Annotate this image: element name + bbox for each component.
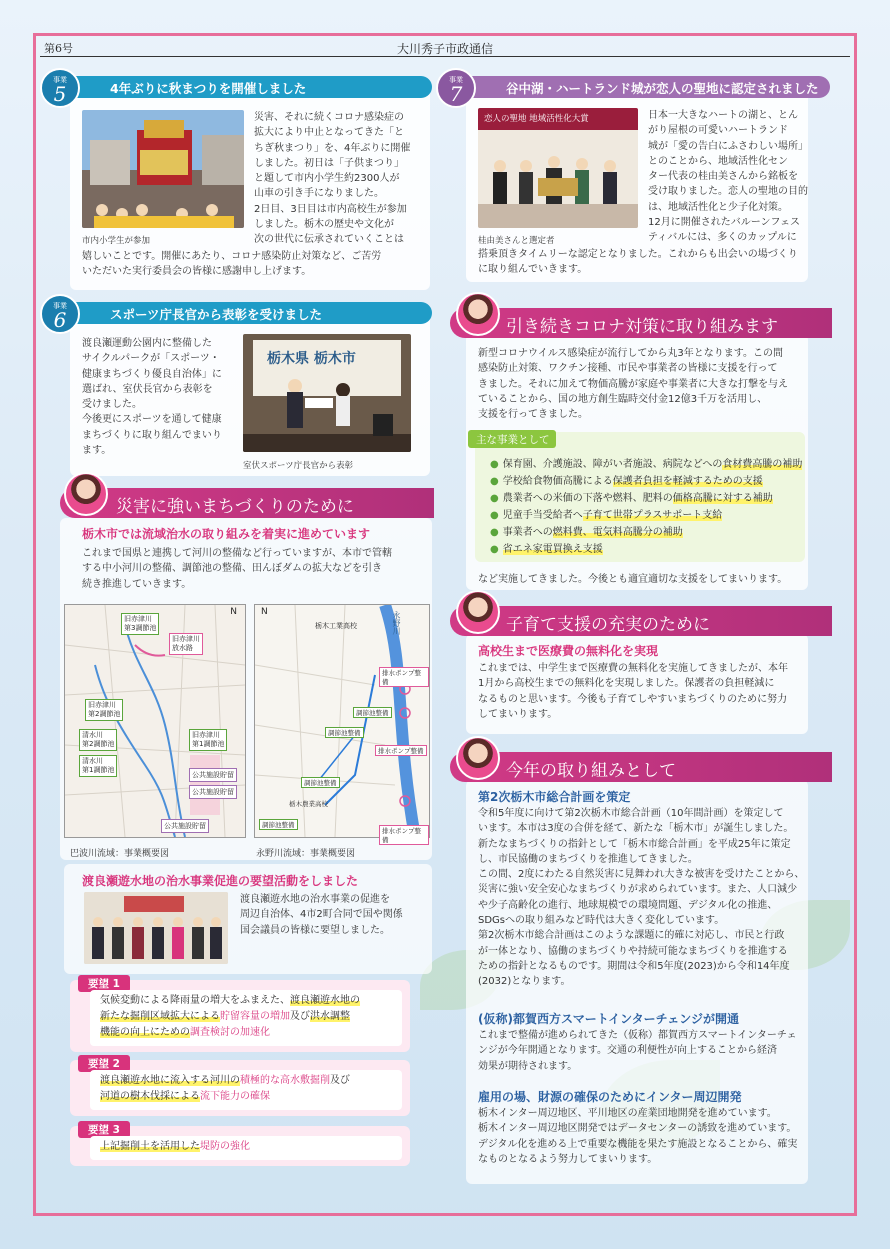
text-line: に取り組んでいきます。 [478, 264, 588, 276]
request-3-tag: 要望 3 [78, 1121, 130, 1138]
map-label: 調節池整備 [353, 707, 392, 718]
text-line: 令和5年度に向けて第2次栃木市総合計画（10年間計画）を策定して [478, 808, 784, 819]
text-line: ための指針となるものです。期間は令和5年度(2023)から令和14年度 [478, 960, 790, 972]
nagano-river-map [254, 604, 430, 844]
corona-bar [450, 308, 832, 338]
request-2-line: 河道の樹木伐採による流下能力の確保 [100, 1091, 270, 1102]
map-label: 清水川 第2調節池 [79, 729, 117, 751]
award-caption: 室伏スポーツ庁長官から表彰 [243, 461, 354, 471]
request-3 [70, 1126, 410, 1166]
mayor-avatar-1 [64, 472, 108, 516]
section-6-body [82, 336, 242, 458]
text-line: 続き推進していきます。 [82, 578, 192, 590]
text-line: 渡良瀬遊水地の治水事業の促進を [240, 894, 390, 905]
text-line: 災害に強い安全安心なまちづくりが求められています。また、人口減少 [478, 884, 798, 896]
nagano-map-graphic [255, 605, 429, 837]
disaster-body [82, 546, 428, 592]
corona-footer: など実施してきました。今後とも適宜適切な支援をしてまいります。 [478, 574, 788, 585]
sanctuary-banner: 恋人の聖地 地域活性化大賞 [484, 114, 589, 124]
section-6-badge [40, 294, 80, 334]
child-subtitle: 高校生まで医療費の無料化を実現 [478, 644, 659, 658]
text-line: 効果が期待されます。 [478, 1060, 578, 1072]
map-label: 公共施設貯留 [189, 785, 237, 799]
request-subtitle: 渡良瀬遊水地の治水事業促進の要望活動をしました [82, 874, 359, 888]
disaster-bar [60, 488, 434, 518]
mayor-avatar-3 [456, 590, 500, 634]
project-item: ● 事業者への燃料費、電気料高騰分の補助 [490, 526, 683, 539]
text-line: とのことから、地域活性化セン [648, 155, 788, 167]
section-5-title [64, 76, 432, 98]
section-7-title-text: 谷中湖・ハートランド城が恋人の聖地に認定されました [506, 81, 819, 96]
smart-ic-subtitle: (仮称)都賀西方スマートインターチェンジが開通 [478, 1012, 739, 1026]
text-line: してまいります。 [478, 708, 558, 720]
text-line: 12月に開催されたバルーンフェス [648, 217, 801, 229]
smart-ic-body [478, 1028, 808, 1074]
text-line: ティバルには、多くのカップルに [648, 232, 797, 244]
text-line: がり屋根の可愛いハートランド [648, 125, 788, 137]
request-1-line: 気候変動による降雨量の増大をふまえた、渡良瀬遊水地の [100, 995, 360, 1006]
text-line: 渡良瀬運動公園内に整備した [82, 338, 212, 349]
text-line: ます。 [82, 445, 112, 457]
north-arrow: N [230, 607, 237, 617]
uzuma-river-map [64, 604, 246, 838]
text-line: 受けました。 [82, 399, 142, 411]
map-label: 栃木農業高校 [289, 800, 328, 808]
project-item: ● 学校給食物価高騰による保護者負担を軽減するための支援 [490, 475, 763, 488]
request-1-line: 新たな掘削区域拡大による貯留容量の増加及び洪水調整 [100, 1011, 350, 1022]
project-item: ● 農業者への米価の下落や燃料、肥料の価格高騰に対する補助 [490, 492, 773, 505]
request-2-tag: 要望 2 [78, 1055, 130, 1072]
request-3-box [90, 1136, 402, 1160]
text-line: これまでは、中学生まで医療費の無料化を実施してきましたが、本年 [478, 663, 788, 674]
text-line: SDGsへの取り組みなど時代は大きく変化しています。 [478, 915, 725, 927]
festival-photo [82, 110, 244, 228]
project-item: ● 省エネ家電買換え支援 [490, 543, 603, 556]
request-1-box [90, 990, 402, 1046]
text-line: 1月から高校生までの無料化を実現しました。保護者の負担軽減に [478, 678, 775, 690]
map-label: 排水ポンプ整備 [379, 825, 429, 845]
request-1 [70, 980, 410, 1052]
request-1-line: 機能の向上にための調査検討の加速化 [100, 1027, 270, 1038]
request-2-box [90, 1070, 402, 1110]
text-line: なるものと思います。今後も子育てしやすいまちづくりのために努力 [478, 693, 788, 705]
text-line: デジタル化を進める上で重要な機能を果たす施設となることから、確実 [478, 1138, 798, 1150]
year-bar [450, 752, 832, 782]
text-line: 支援を行ってきました。 [478, 409, 588, 421]
text-line: 城が「愛の告白にふさわしい場所」 [648, 140, 808, 152]
map-label: 調節池整備 [259, 819, 298, 830]
map-label: 旧赤津川 放水路 [169, 633, 203, 655]
section-5-body-full [82, 249, 428, 280]
map-label: 排水ポンプ整備 [379, 667, 429, 687]
text-line: し、市民協働のまちづくりを推進してきました。 [478, 853, 698, 865]
text-line: サイクルパークが「スポーツ・ [82, 353, 220, 365]
sanctuary-caption: 桂由美さんと選定者 [478, 236, 555, 246]
text-line: 山車の引き手になりました。 [254, 188, 384, 200]
badge-label: 事業 [53, 302, 67, 310]
map-label: 調節池整備 [325, 727, 364, 738]
award-people [243, 334, 411, 452]
map-label: 公共施設貯留 [161, 819, 209, 833]
text-line: これまで国県と連携して河川の整備など行っていますが、本市で管轄 [82, 548, 392, 559]
map-label: 旧赤津川 第2調節池 [85, 699, 123, 721]
development-subtitle: 雇用の場、財源の確保のためにインター周辺開発 [478, 1090, 742, 1104]
child-bar-text: 子育て支援の充実のために [506, 615, 710, 635]
development-body [478, 1106, 808, 1167]
text-line: 日本一大きなハートの湖と、とん [648, 110, 798, 121]
mayor-avatar-4 [456, 736, 500, 780]
corona-bar-text: 引き続きコロナ対策に取り組みます [506, 317, 778, 337]
text-line: する中小河川の整備、調節池の整備、田んぼダムの拡大などを引き [82, 563, 382, 575]
request-body [240, 892, 428, 938]
text-line: しました。初日は「子供まつり」 [254, 157, 404, 169]
festival-caption: 市内小学生が参加 [82, 236, 151, 246]
request-2-line: 渡良瀬遊水地に流入する河川の積極的な高水敷掘削及び [100, 1075, 350, 1086]
year-bar-text: 今年の取り組みとして [506, 761, 676, 781]
request-people [84, 892, 228, 964]
text-line: 拡大により中止となってきた「と [254, 127, 404, 139]
badge-number: 7 [449, 82, 463, 106]
child-body [478, 661, 808, 722]
section-7-body-full [478, 247, 808, 278]
text-line: 次の世代に伝承されていくことは [254, 234, 404, 246]
text-line: 栃木インター周辺地区、平川地区の産業団地開発を進めています。 [478, 1108, 777, 1119]
section-5-badge [40, 68, 80, 108]
text-line: 周辺自治体、4市2町合同で国や関係 [240, 909, 403, 921]
text-line: ンジが今年開通となります。交通の利便性が向上することから経済 [478, 1045, 777, 1057]
disaster-bar-text: 災害に強いまちづくりのために [116, 497, 354, 517]
map-label: 旧赤津川 第3調節池 [121, 613, 159, 635]
text-line: ていることから、国の地方創生臨時交付金12億3千万を活用し、 [478, 393, 768, 405]
text-line: これまで整備が進められてきた（仮称）都賀西方スマートインターチェ [478, 1030, 797, 1041]
map-label: 調節池整備 [301, 777, 340, 788]
map-label: 栃木工業高校 [315, 622, 357, 630]
newsletter-title: 大川秀子市政通信 [396, 42, 493, 56]
text-line: 搭乗頂きタイムリーな認定となりました。これからも出会いの場づくり [478, 249, 798, 260]
text-line: います。本市は3度の合併を経て、新たな「栃木市」が誕生しました。 [478, 823, 794, 835]
text-line: 国会議員の皆様に要望しました。 [240, 924, 390, 936]
request-2 [70, 1060, 410, 1116]
section-7-title [460, 76, 830, 98]
text-line: 2日目、3日目は市内高校生が参加 [254, 203, 407, 215]
text-line: と題して市内小学生約2300人が [254, 173, 400, 185]
uzuma-map-graphic [65, 605, 245, 837]
issue-number: 第6号 [44, 42, 73, 55]
section-6-title-text: スポーツ庁長官から表彰を受けました [110, 307, 323, 322]
disaster-subtitle: 栃木市では流域治水の取り組みを着実に進めています [82, 527, 371, 541]
corona-body [478, 346, 806, 422]
text-line: が一体となり、協働のまちづくりや持続可能なまちづくりを推進する [478, 945, 788, 957]
section-7-body [648, 108, 808, 246]
sanctuary-people [478, 108, 638, 228]
badge-number: 6 [53, 308, 67, 332]
award-photo [243, 334, 411, 452]
section-5-body [254, 110, 426, 248]
project-item: ● 保育園、介護施設、障がい者施設、病院などへの食材費高騰の補助 [490, 458, 802, 471]
project-item: ● 児童手当受給者へ子育て世帯プラスサポート支給 [490, 509, 722, 522]
map-label: 永野川 [392, 611, 401, 635]
request-photo [84, 892, 228, 964]
badge-number: 5 [53, 82, 67, 106]
section-7-badge [436, 68, 476, 108]
text-line: 災害、それに続くコロナ感染症の [254, 112, 404, 123]
text-line: 栃木インター周辺地区開発ではデータセンターの誘致を進めています。 [478, 1123, 797, 1135]
text-line: しました。栃木の歴史や文化が [254, 219, 394, 231]
text-line: 健康まちづくり優良自治体」に [82, 368, 222, 380]
main-projects-tag: 主な事業として [468, 430, 556, 448]
text-line: 第2次栃木市総合計画はこのような課題に的確に対応し、市民と行政 [478, 930, 785, 942]
section-6-title [64, 302, 432, 324]
text-line: や少子高齢化の進行、地球規模での環境問題、デジタル化の推進、 [478, 899, 778, 911]
section-5-title-text: 4年ぶりに秋まつりを開催しました [110, 81, 307, 96]
lovers-sanctuary-photo [478, 108, 638, 228]
badge-label: 事業 [53, 76, 67, 84]
map-label: 排水ポンプ整備 [375, 745, 427, 756]
text-line: 今後更にスポーツを通して健康 [82, 414, 222, 426]
plan-body [478, 806, 808, 990]
mayor-avatar-2 [456, 292, 500, 336]
child-bar [450, 606, 832, 636]
text-line: は、地域活性化と少子化対策。 [648, 201, 788, 213]
map1-caption: 巴波川流域：事業概要図 [70, 849, 170, 859]
text-line: 感染防止対策、ワクチン接種、市民や事業者の皆様に支援を行って [478, 363, 778, 375]
text-line: まちづくりに取り組んでまいり [82, 429, 222, 441]
text-line: 嬉しいことです。開催にあたり、コロナ感染防止対策など、ご苦労 [82, 251, 382, 262]
text-line: きました。それに加えて物価高騰が家庭や事業者に大きな打撃を与え [478, 378, 788, 390]
badge-label: 事業 [449, 76, 463, 84]
map-label: 公共施設貯留 [189, 768, 237, 782]
request-1-tag: 要望 1 [78, 975, 130, 992]
text-line: 新たなまちづくりの指針として「栃木市総合計画」を平成25年に策定 [478, 838, 791, 850]
header-rule [40, 56, 850, 57]
plan-subtitle: 第2次栃木市総合計画を策定 [478, 790, 631, 804]
map2-caption: 永野川流域：事業概要図 [256, 849, 356, 859]
request-3-line: 上記掘削土を活用した堤防の強化 [100, 1141, 250, 1152]
text-line: ちぎ秋まつり」を、4年ぶりに開催 [254, 142, 411, 154]
north-arrow: N [261, 607, 268, 617]
map-label: 清水川 第1調節池 [79, 755, 117, 777]
text-line: この間、2度にわたる自然災害に見舞われ大きな被害を受けたことから、 [478, 869, 805, 881]
text-line: ター代表の桂由美さんから銘板を [648, 171, 798, 183]
text-line: 選ばれ、室伏長官から表彰を [82, 383, 213, 395]
text-line: (2032)となります。 [478, 976, 571, 988]
text-line: 新型コロナウイルス感染症が流行してから丸3年となります。この間 [478, 348, 783, 359]
text-line: なものとなるよう努力してまいります。 [478, 1153, 658, 1165]
award-banner: 栃木県 栃木市 [267, 351, 356, 367]
map-label: 旧赤津川 第1調節池 [189, 729, 227, 751]
festival-photo-image [82, 110, 244, 228]
text-line: 受け取りました。恋人の聖地の目的 [648, 186, 808, 198]
text-line: いただいた実行委員会の皆様に感謝申し上げます。 [82, 266, 312, 278]
